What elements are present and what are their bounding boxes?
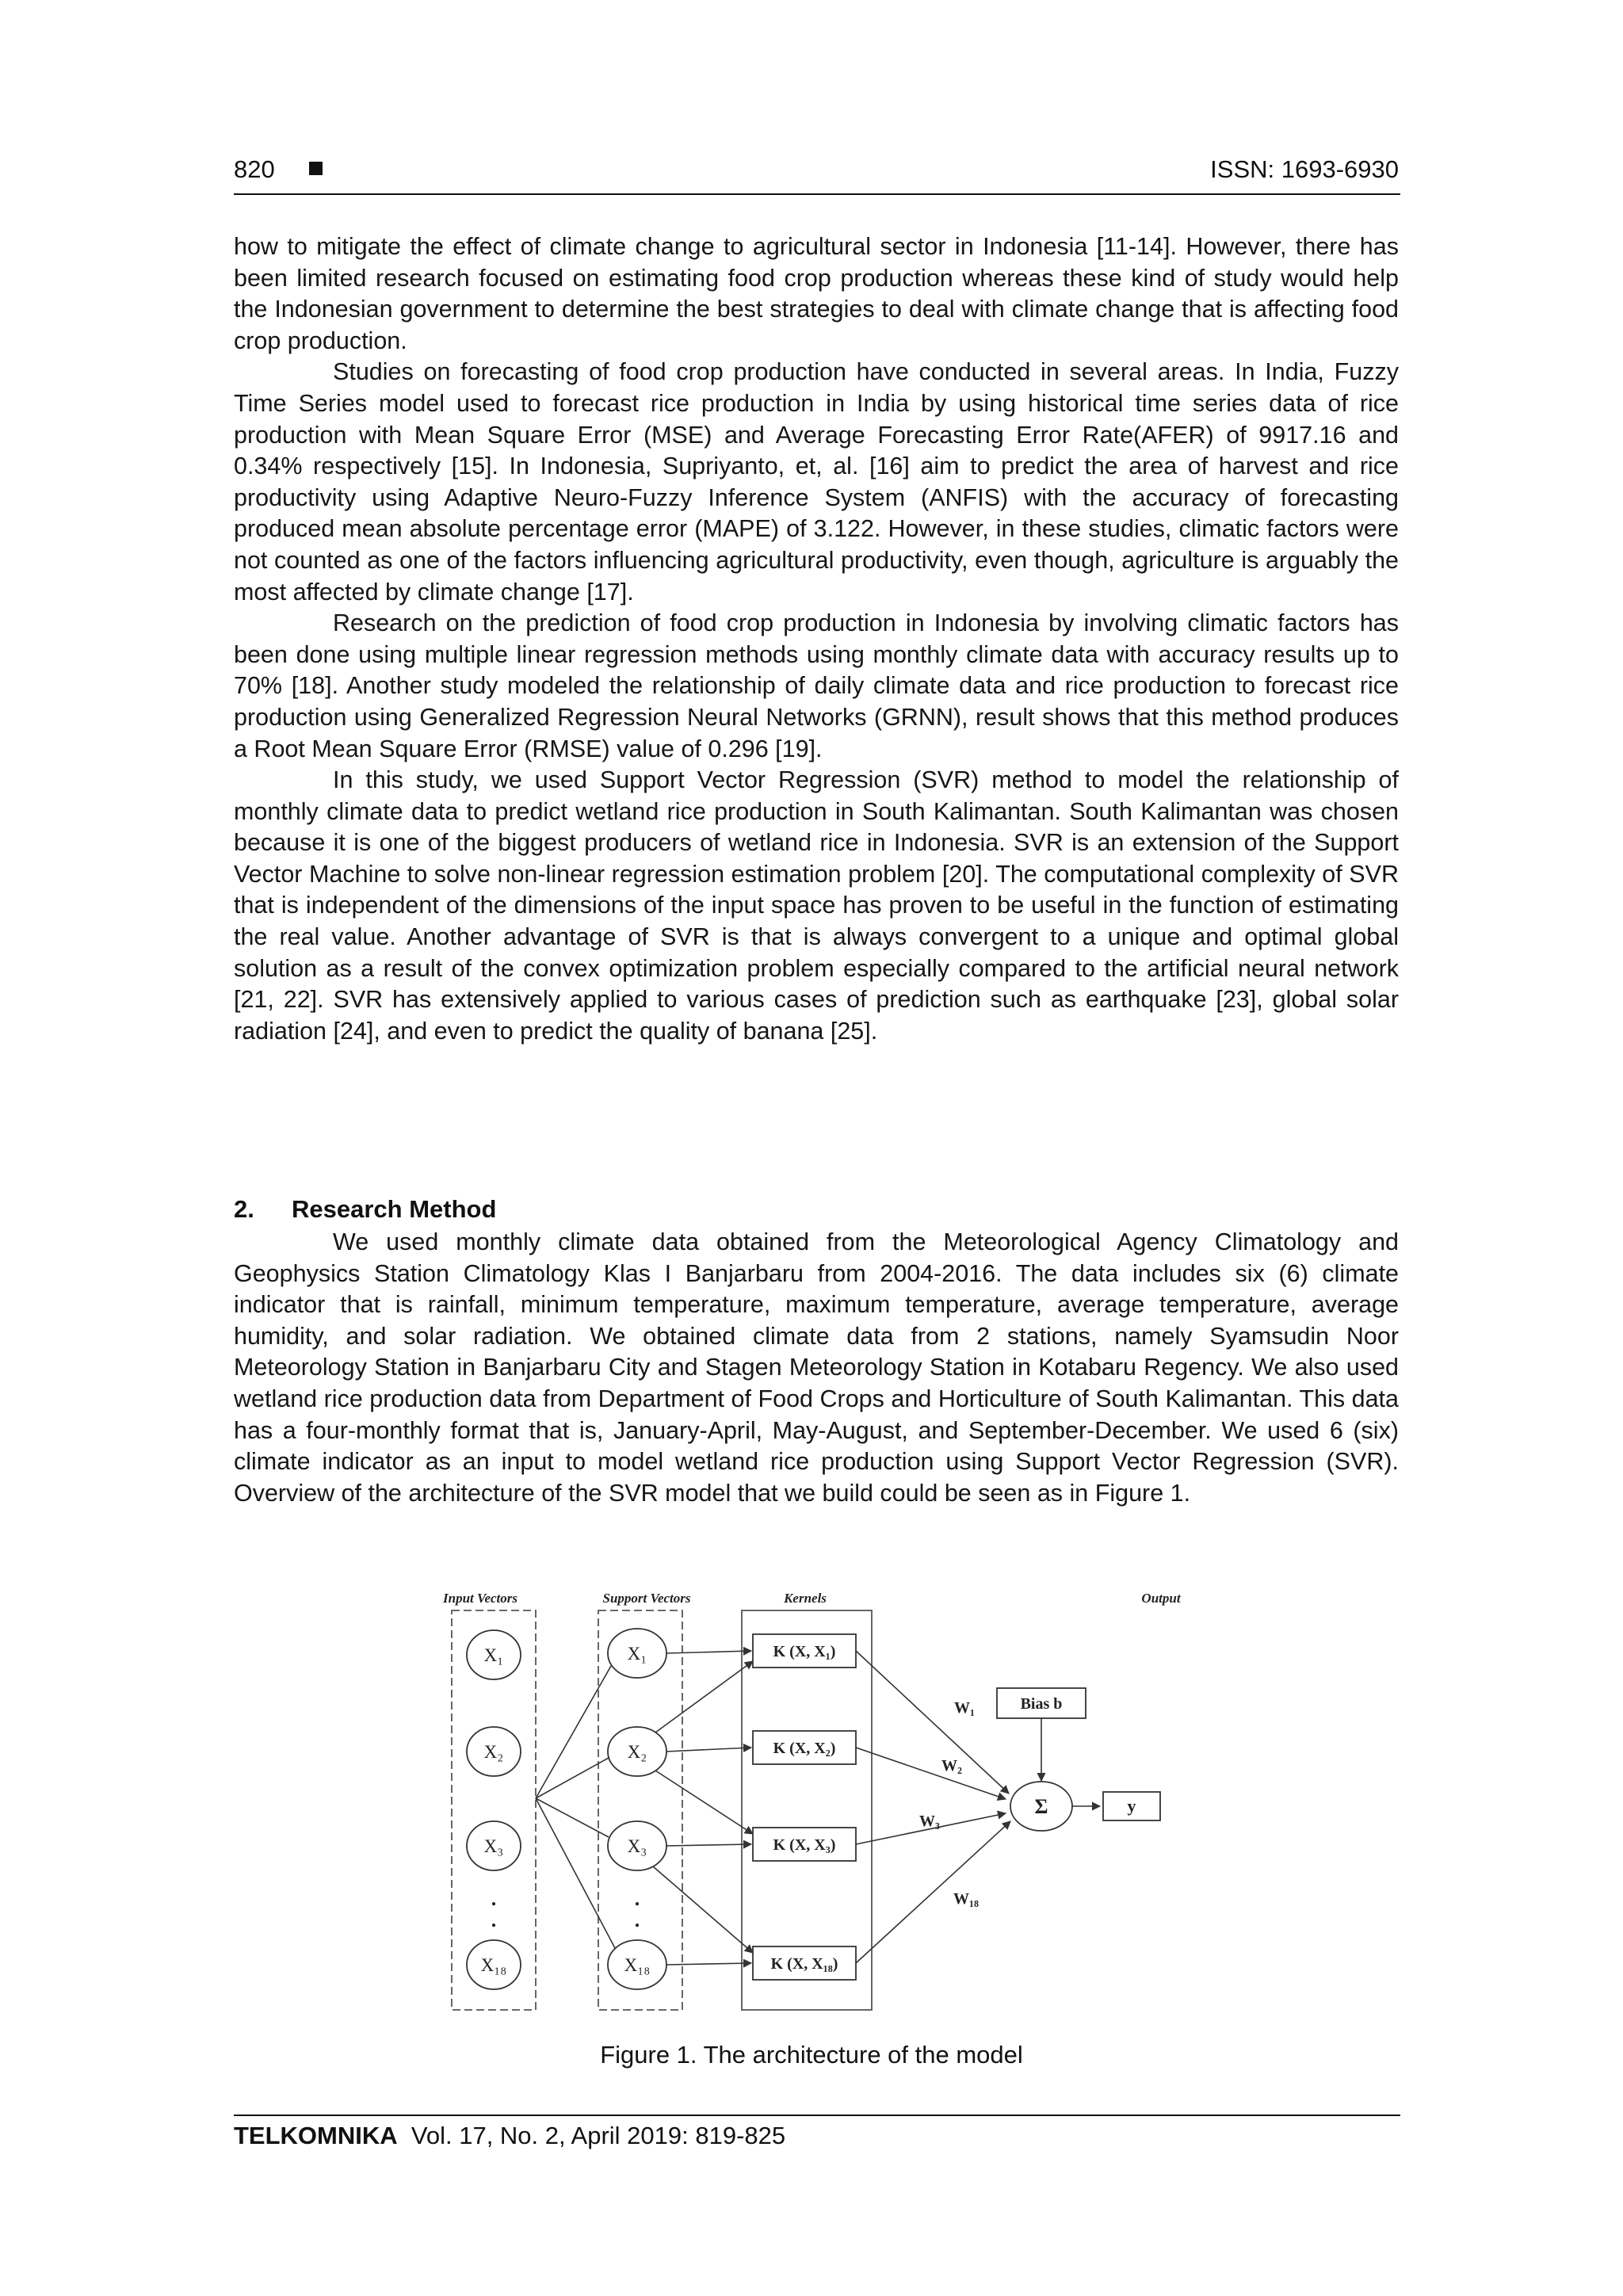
support-vector-label: X₁ — [627, 1644, 647, 1664]
weight-arrow — [856, 1651, 1009, 1794]
header-rule — [234, 193, 1400, 195]
weight-label: W₃ — [919, 1813, 940, 1830]
method-text — [234, 1227, 1399, 1509]
paragraph: Research on the prediction of food crop production in Indonesia by involving climatic factors has been done using multiple linear regression methods using monthly climate data with accuracy results up to 70% [18]. Another study modeled the relationship of daily climate data and rice production to forecast rice production using Generalized Regression Neural Networks (GRNN), result shows that this method produces a Root Mean Square Error (RMSE) value of 0.296 [19]. — [234, 609, 1399, 762]
kernels-label: Kernels — [784, 1591, 827, 1606]
summation-symbol: Σ — [1034, 1795, 1048, 1818]
output-value-label: y — [1127, 1796, 1136, 1816]
paragraph: We used monthly climate data obtained from the Meteorological Agency Climatology and Geophysics Station Climatology Klas I Banjarbaru from 2004-2016. The data includes six (6) climate indicator that is rainfall, minimum temperature, maximum temperature, average temperature, average humidity, and solar radiation. We obtained climate data from 2 stations, namely Syamsudin Noor Meteorology Station in Banjarbaru City and Stagen Meteorology Station in Kotabaru Regency. We also used wetland rice production data from Department of Food Crops and Horticulture of South Kalimantan. This data has a four-monthly format that is, January-April, May-August, and September-December. We used 6 (six) climate indicator as an input to model wetland rice production using Support Vector Regression (SVR). Overview of the architecture of the SVR model that we build could be seen as in Figure 1. — [234, 1228, 1399, 1507]
sv-kernel-arrow — [666, 1963, 751, 1965]
kernel-label: K (X, X₁₈) — [770, 1955, 838, 1973]
section-number: 2. — [234, 1195, 254, 1223]
ellipsis-dot: . — [491, 1887, 497, 1910]
journal-name: TELKOMNIKA — [234, 2122, 398, 2149]
weight-label: W₁₈ — [953, 1890, 979, 1908]
journal-volume: Vol. 17, No. 2, April 2019: 819-825 — [411, 2122, 786, 2149]
page-header — [234, 155, 1399, 190]
input-connection — [536, 1798, 615, 1948]
sv-kernel-arrow — [655, 1661, 753, 1733]
section-title: Research Method — [292, 1195, 497, 1223]
support-vector-label: X₃ — [627, 1836, 647, 1856]
paragraph: Studies on forecasting of food crop production have conducted in several areas. In India, Fuzzy Time Series model used to forecast rice production in India by using historical time series data of rice production with Mean Square Error (MSE) and Average Forecasting Error Rate(AFER) of 9917.16 and 0.34% respectively [15]. In Indonesia, Supriyanto, et, al. [16] aim to predict the area of harvest and rice productivity using Adaptive Neuro-Fuzzy Inference System (ANFIS) with the accuracy of forecasting produced mean absolute percentage error (MAPE) of 3.122. However, in these studies, climatic factors were not counted as one of the factors influencing agricultural productivity, even though, agriculture is arguably the most affected by climate change [17]. — [234, 358, 1399, 606]
kernel-label: K (X, X₃) — [773, 1836, 836, 1854]
ellipsis-dot: . — [491, 1908, 497, 1931]
architecture-diagram — [426, 1584, 1205, 2011]
weight-label: W₂ — [941, 1757, 962, 1775]
architecture-figure — [426, 1584, 1205, 2011]
sv-kernel-arrow — [666, 1748, 751, 1752]
kernel-label: K (X, X₁) — [773, 1643, 836, 1660]
issn-label: ISSN: 1693-6930 — [1210, 155, 1399, 183]
sv-kernel-arrow — [666, 1844, 751, 1846]
sv-kernel-arrow — [653, 1866, 753, 1953]
paragraph: In this study, we used Support Vector Regression (SVR) method to model the relationship of monthly climate data to predict wetland rice production in South Kalimantan. South Kalimantan was chosen because it is one of the biggest producers of wetland rice in Indonesia. SVR is an extension of the Support Vector Machine to solve non-linear regression estimation problem [20]. The computational complexity of SVR that is independent of the dimensions of the input space has proven to be useful in the function of estimating the real value. Another advantage of SVR is that is always convergent to a unique and optimal global solution as a result of the convex optimization problem especially compared to the artificial neural network [21, 22]. SVR has extensively applied to various cases of prediction such as earthquake [23], global solar radiation [24], and even to predict the quality of banana [25]. — [234, 766, 1399, 1045]
figure-caption: Figure 1. The architecture of the model — [600, 2041, 1023, 2069]
input-label: X₁₈ — [480, 1955, 507, 1975]
page-footer — [234, 2122, 785, 2150]
weight-label: W₁ — [954, 1699, 975, 1717]
support-vectors-label: Support Vectors — [602, 1591, 691, 1606]
weight-arrow — [856, 1748, 1006, 1799]
ellipsis-dot: . — [634, 1887, 640, 1910]
kernel-label: K (X, X₂) — [773, 1740, 836, 1757]
input-label: X₃ — [483, 1836, 504, 1856]
input-label: X₂ — [483, 1742, 504, 1762]
footer-rule — [234, 2115, 1400, 2116]
bias-label: Bias b — [1020, 1695, 1063, 1713]
support-vector-label: X₂ — [627, 1742, 647, 1762]
sv-kernel-arrow — [655, 1771, 753, 1834]
weight-arrow — [856, 1821, 1010, 1963]
input-connection — [536, 1666, 611, 1798]
header-square-bullet — [309, 162, 323, 175]
sv-kernel-arrow — [666, 1651, 751, 1653]
input-vectors-label: Input Vectors — [443, 1591, 517, 1606]
input-label: X₁ — [483, 1645, 504, 1665]
paragraph: how to mitigate the effect of climate change to agricultural sector in Indonesia [11-14]. However, there has been limited research focused on estimating food crop production whereas these kind of study would help the Indonesian government to determine the best strategies to deal with climate change that is affecting food crop production. — [234, 233, 1399, 354]
page-number: 820 — [234, 155, 275, 183]
support-vector-label: X₁₈ — [624, 1955, 651, 1975]
ellipsis-dot: . — [634, 1908, 640, 1931]
intro-text — [234, 231, 1399, 1047]
output-label: Output — [1141, 1591, 1181, 1606]
